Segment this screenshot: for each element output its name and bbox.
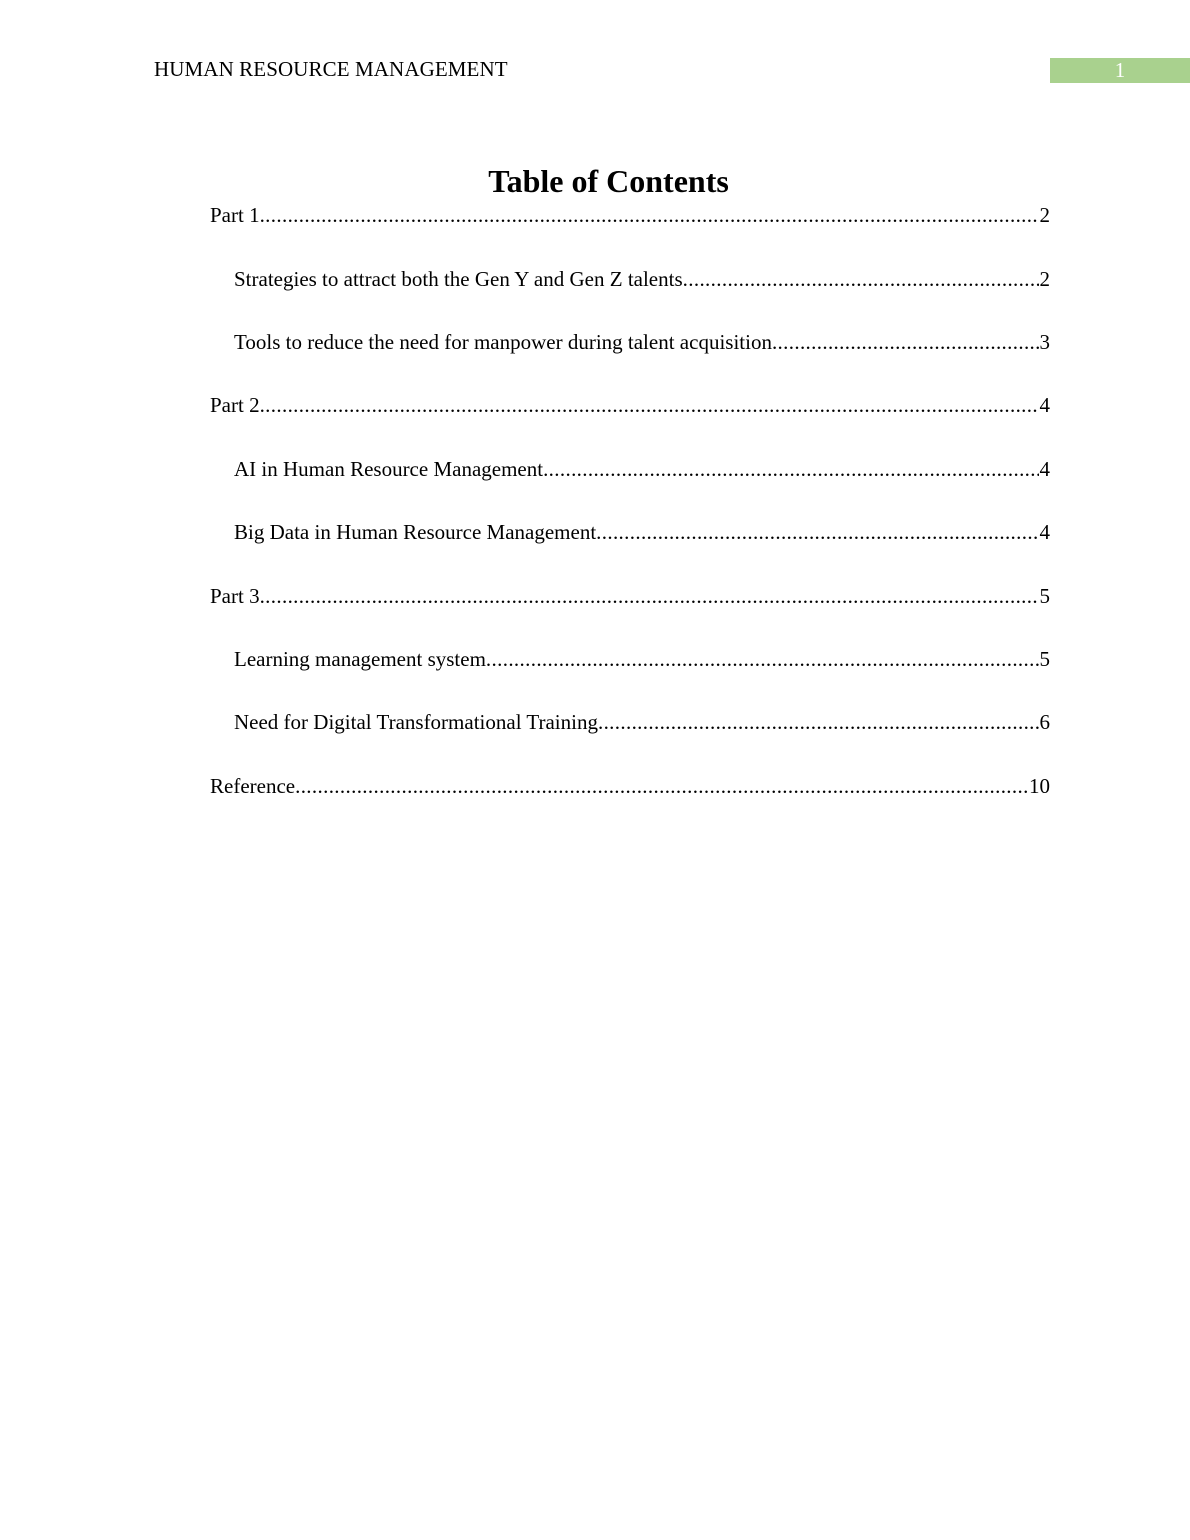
toc-entry-big-data-in-hrm[interactable] [234,517,1050,547]
toc-dot-leader [683,264,1039,294]
page-number-badge [1050,58,1190,83]
toc-entry-text: Learning management system [234,647,486,671]
toc-entry-text: Tools to reduce the need for manpower during talent acquisition [234,330,772,354]
toc-entry-text: Need for Digital Transformational Training [234,710,598,734]
toc-entry-part-2[interactable] [210,390,1050,420]
toc-dot-leader [260,390,1039,420]
toc-entry-ai-in-hrm[interactable] [234,454,1050,484]
toc-entry-part-3[interactable] [210,581,1050,611]
toc-entry-text: Part 2 [210,393,260,417]
toc-dot-leader [598,707,1039,737]
toc-entry-text: Strategies to attract both the Gen Y and Gen Z talents [234,267,683,291]
toc-dot-leader [543,454,1038,484]
toc-entry-text: AI in Human Resource Management [234,457,544,481]
toc-heading: Table of Contents [488,163,729,199]
toc-entry-digital-transformational-training[interactable] [234,707,1050,737]
toc-entry-text: Big Data in Human Resource Management [234,520,597,544]
toc-dot-leader [295,771,1028,801]
toc-dot-leader [260,581,1039,611]
toc-dot-leader [486,644,1039,674]
toc-entry-learning-management-system[interactable] [234,644,1050,674]
toc-entry-page: 4 [1039,393,1050,417]
toc-dot-leader [260,200,1039,230]
toc-dot-leader [596,517,1038,547]
toc-entry-text: Part 3 [210,584,260,608]
toc-entry-page: 2 [1039,267,1050,291]
toc-entry-text: Reference [210,774,296,798]
toc-entry-gen-y-gen-z-strategies[interactable] [234,264,1050,294]
toc-entry-reference[interactable] [210,771,1050,801]
toc-entry-page: 5 [1039,647,1050,671]
toc-entry-page: 4 [1039,457,1050,481]
page-number: 1 [1114,58,1126,82]
toc-entry-page: 5 [1039,584,1050,608]
toc-entry-manpower-tools[interactable] [234,327,1050,357]
toc-entry-page: 6 [1039,710,1050,734]
toc-entry-page: 2 [1039,203,1050,227]
toc-entry-page: 10 [1029,774,1050,798]
toc-entry-page: 4 [1039,520,1050,544]
toc-entry-part-1[interactable] [210,200,1050,230]
toc-entry-text: Part 1 [210,203,260,227]
toc-entry-page: 3 [1039,330,1050,354]
toc-dot-leader [772,327,1039,357]
running-header-title: HUMAN RESOURCE MANAGEMENT [154,57,508,81]
